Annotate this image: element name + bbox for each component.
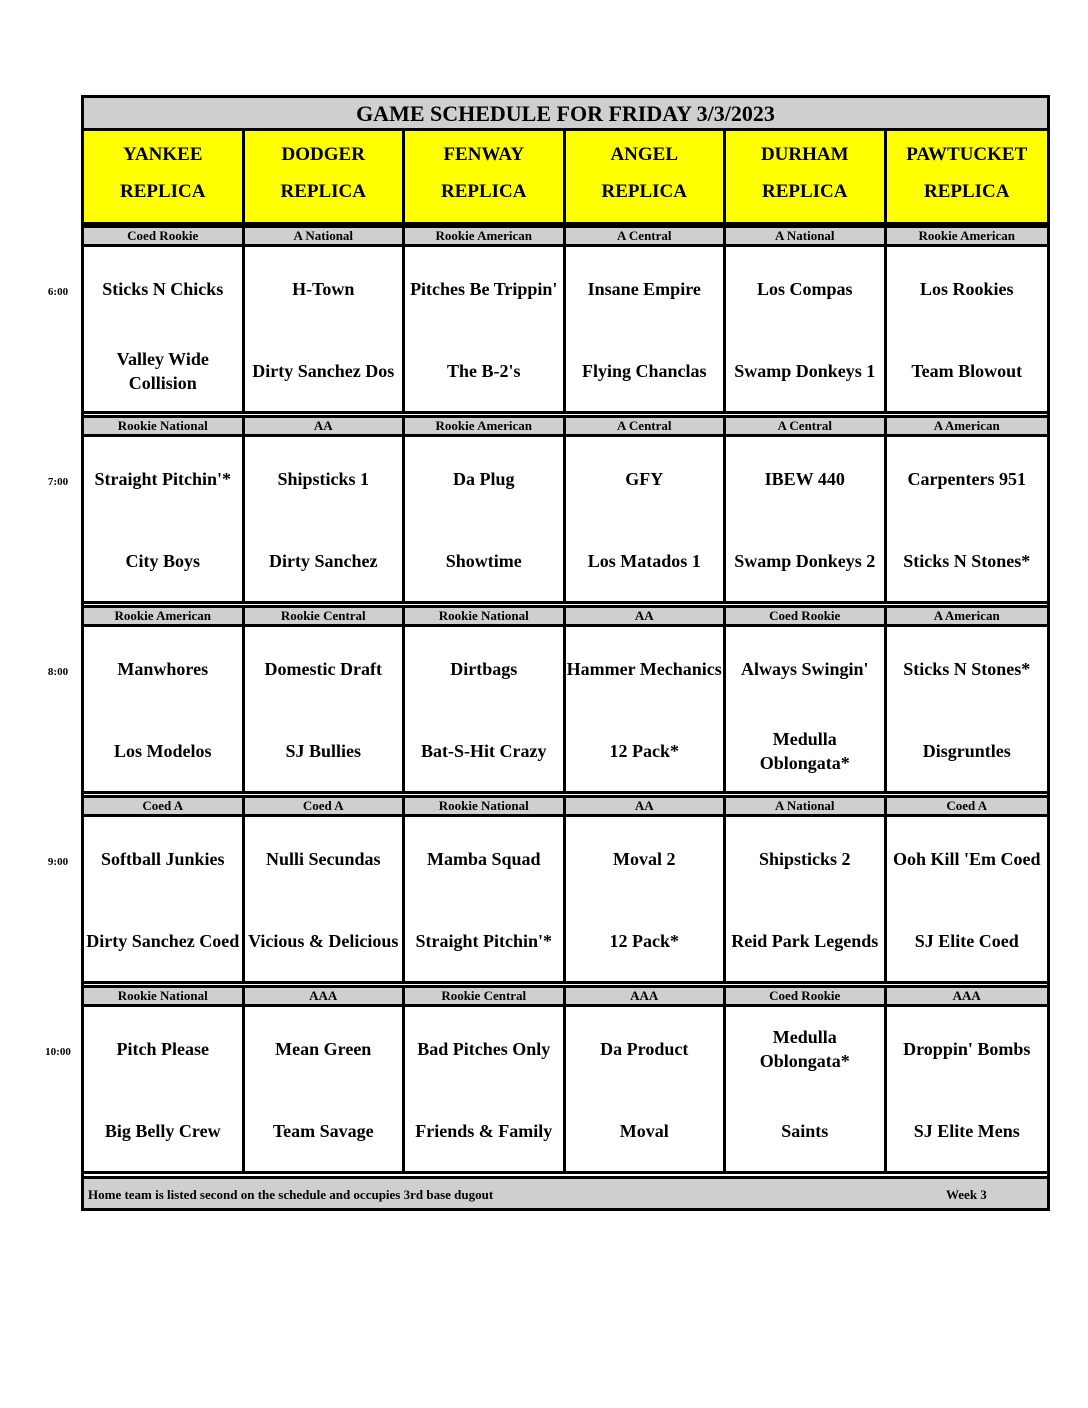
division-label: AAA (887, 985, 1048, 1007)
division-label: Rookie National (84, 985, 245, 1007)
schedule-sheet (81, 95, 1050, 1211)
page-title: GAME SCHEDULE FOR FRIDAY 3/3/2023 (84, 98, 1047, 131)
division-label: Rookie Central (245, 605, 406, 627)
home-team: Disgruntles (922, 741, 1011, 761)
field-name: DODGER (281, 144, 365, 165)
away-team: Da Product (600, 1039, 689, 1059)
away-team: Always Swingin' (740, 659, 869, 679)
home-team: Swamp Donkeys 1 (734, 361, 876, 381)
division-label: Rookie National (405, 605, 566, 627)
division-label: Rookie American (84, 605, 245, 627)
division-label: A American (887, 415, 1048, 437)
away-team: Bad Pitches Only (417, 1039, 551, 1059)
field-header-angel (566, 131, 727, 225)
game-cell (726, 1007, 887, 1174)
away-team: Ooh Kill 'Em Coed (892, 849, 1041, 869)
home-team: Dirty Sanchez Dos (252, 361, 395, 381)
division-label: Coed A (245, 795, 406, 817)
division-label: Coed A (84, 795, 245, 817)
division-label: AAA (566, 985, 727, 1007)
game-cell (245, 1007, 406, 1174)
away-team: Pitches Be Trippin' (410, 279, 558, 299)
game-cell (84, 437, 245, 604)
home-team: Valley Wide Collision (116, 349, 209, 393)
division-row (84, 225, 1047, 247)
home-team: Swamp Donkeys 2 (734, 551, 876, 571)
game-cell (726, 437, 887, 604)
away-team: Pitch Please (116, 1039, 209, 1059)
game-cell (887, 1007, 1048, 1174)
game-cell (245, 247, 406, 414)
home-team: 12 Pack* (609, 931, 679, 951)
field-header-fenway (405, 131, 566, 225)
field-name: PAWTUCKET (906, 144, 1028, 165)
division-label: A National (726, 795, 887, 817)
home-team: Big Belly Crew (104, 1121, 221, 1141)
away-team: Los Compas (756, 279, 853, 299)
game-cell (245, 437, 406, 604)
away-team: Shipsticks 1 (277, 469, 370, 489)
away-team: Mamba Squad (426, 849, 541, 869)
games-row (84, 1007, 1047, 1174)
division-label: Coed Rookie (726, 605, 887, 627)
field-header-pawtucket (887, 131, 1048, 225)
home-team: Vicious & Delicious (248, 931, 399, 951)
games-row (84, 817, 1047, 984)
home-team: City Boys (125, 551, 200, 571)
division-label: AA (245, 415, 406, 437)
division-label: Rookie National (84, 415, 245, 437)
away-team: Sticks N Chicks (102, 279, 224, 299)
home-team: Dirty Sanchez (269, 551, 378, 571)
away-team: Sticks N Stones* (903, 659, 1031, 679)
home-team: Moval (619, 1121, 669, 1141)
away-team: Medulla Oblongata* (759, 1027, 850, 1071)
time-label: 9:00 (47, 856, 69, 868)
away-team: Da Plug (452, 469, 515, 489)
home-team: Team Savage (272, 1121, 374, 1141)
home-team: Dirty Sanchez Coed (86, 931, 240, 951)
game-cell (84, 1007, 245, 1174)
division-label: AA (566, 605, 727, 627)
game-cell (245, 627, 406, 794)
home-team: SJ Elite Coed (914, 931, 1019, 951)
away-team: Los Rookies (919, 279, 1014, 299)
field-subtitle: REPLICA (601, 181, 687, 202)
home-team: SJ Bullies (285, 741, 362, 761)
home-team: Los Modelos (113, 741, 212, 761)
home-team: Reid Park Legends (731, 931, 879, 951)
field-subtitle: REPLICA (119, 181, 206, 202)
game-cell (887, 437, 1048, 604)
home-team: Bat-S-Hit Crazy (421, 741, 547, 761)
field-subtitle: REPLICA (923, 181, 1010, 202)
away-team: H-Town (292, 279, 355, 299)
time-label: 7:00 (47, 476, 69, 488)
game-cell (405, 627, 566, 794)
away-team: Hammer Mechanics (566, 659, 722, 679)
game-cell (84, 817, 245, 984)
away-team: Moval 2 (613, 849, 676, 869)
game-cell (887, 817, 1048, 984)
footer-note: Home team is listed second on the schedule and occupies 3rd base dugout (88, 1187, 494, 1202)
game-cell (566, 1007, 727, 1174)
home-team: Saints (781, 1121, 829, 1141)
game-cell (84, 247, 245, 414)
games-row (84, 627, 1047, 794)
away-team: Straight Pitchin'* (94, 469, 231, 489)
division-row (84, 415, 1047, 437)
home-team: Flying Chanclas (581, 361, 707, 381)
away-team: Insane Empire (587, 279, 701, 299)
game-cell (726, 247, 887, 414)
away-team: Droppin' Bombs (903, 1039, 1031, 1059)
division-label: Coed A (887, 795, 1048, 817)
field-header-row (84, 131, 1047, 225)
game-cell (566, 817, 727, 984)
home-team: Showtime (445, 551, 522, 571)
division-label: Coed Rookie (726, 985, 887, 1007)
footer-bar (84, 1176, 1047, 1208)
field-name: YANKEE (122, 144, 203, 165)
division-label: A National (245, 225, 406, 247)
division-label: A Central (566, 225, 727, 247)
game-cell (84, 627, 245, 794)
division-label: Rookie National (405, 795, 566, 817)
away-team: Domestic Draft (264, 659, 382, 679)
game-cell (887, 627, 1048, 794)
division-label: AA (566, 795, 727, 817)
game-cell (726, 817, 887, 984)
game-cell (726, 627, 887, 794)
division-row (84, 985, 1047, 1007)
home-team: Friends & Family (415, 1121, 553, 1141)
field-header-dodger (245, 131, 406, 225)
game-cell (405, 247, 566, 414)
game-cell (566, 627, 727, 794)
time-label: 6:00 (47, 286, 69, 298)
away-team: GFY (625, 469, 664, 489)
game-cell (566, 437, 727, 604)
home-team: The B-2's (446, 361, 521, 381)
home-team: Los Matados 1 (587, 551, 701, 571)
game-cell (566, 247, 727, 414)
home-team: Straight Pitchin'* (415, 931, 552, 951)
away-team: Softball Junkies (100, 849, 225, 869)
field-header-durham (726, 131, 887, 225)
home-team: 12 Pack* (609, 741, 679, 761)
time-label: 10:00 (45, 1046, 71, 1058)
field-name: DURHAM (760, 144, 849, 165)
game-cell (887, 247, 1048, 414)
division-label: Rookie American (405, 225, 566, 247)
division-row (84, 795, 1047, 817)
division-label: A Central (566, 415, 727, 437)
field-name: FENWAY (443, 144, 525, 165)
away-team: Dirtbags (450, 659, 518, 679)
time-label: 8:00 (47, 666, 69, 678)
division-label: Coed Rookie (84, 225, 245, 247)
week-label: Week 3 (946, 1187, 987, 1202)
division-label: Rookie American (887, 225, 1048, 247)
division-label: A National (726, 225, 887, 247)
away-team: Shipsticks 2 (758, 849, 851, 869)
games-row (84, 247, 1047, 414)
game-cell (405, 817, 566, 984)
away-team: Manwhores (117, 659, 209, 679)
home-team: SJ Elite Mens (913, 1121, 1020, 1141)
home-team: Team Blowout (911, 361, 1023, 381)
division-label: Rookie American (405, 415, 566, 437)
away-team: Nulli Secundas (265, 849, 381, 869)
home-team: Medulla Oblongata* (759, 729, 850, 773)
division-row (84, 605, 1047, 627)
field-subtitle: REPLICA (280, 181, 366, 202)
field-subtitle: REPLICA (761, 181, 848, 202)
game-cell (405, 1007, 566, 1174)
division-label: Rookie Central (405, 985, 566, 1007)
field-subtitle: REPLICA (440, 181, 527, 202)
games-row (84, 437, 1047, 604)
division-label: AAA (245, 985, 406, 1007)
division-label: A Central (726, 415, 887, 437)
field-header-yankee (84, 131, 245, 225)
away-team: Mean Green (275, 1039, 372, 1059)
game-cell (245, 817, 406, 984)
field-name: ANGEL (610, 144, 679, 165)
away-team: Carpenters 951 (907, 469, 1026, 489)
division-label: A American (887, 605, 1048, 627)
away-team: IBEW 440 (764, 469, 845, 489)
game-cell (405, 437, 566, 604)
home-team: Sticks N Stones* (903, 551, 1031, 571)
